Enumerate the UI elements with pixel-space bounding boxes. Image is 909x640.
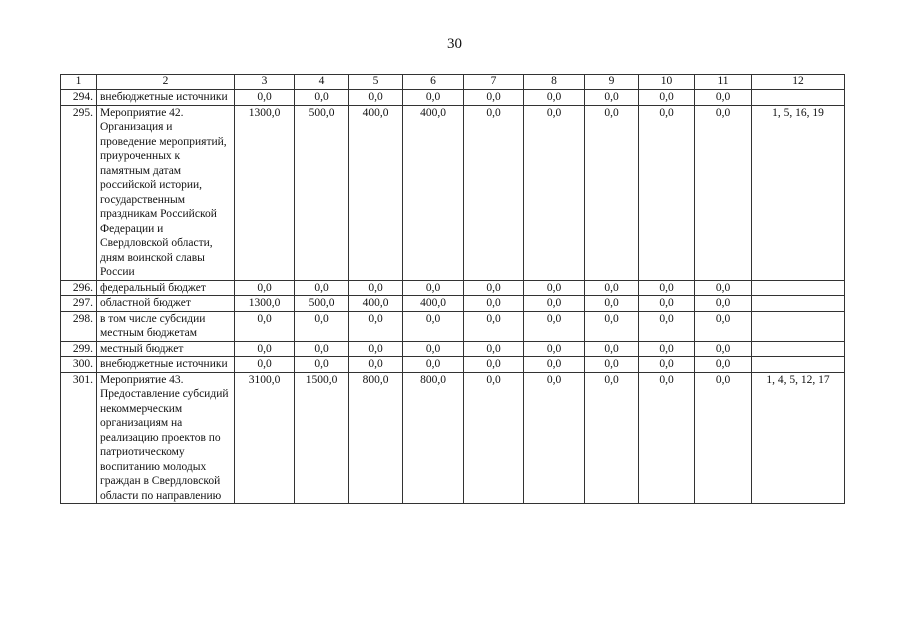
row-target-refs: 1, 5, 16, 19	[752, 105, 845, 280]
row-target-refs	[752, 296, 845, 312]
value-cell: 0,0	[464, 357, 524, 373]
value-cell: 0,0	[639, 105, 695, 280]
value-cell: 1500,0	[295, 372, 349, 504]
value-cell: 0,0	[464, 372, 524, 504]
value-cell: 0,0	[585, 341, 639, 357]
value-cell: 0,0	[403, 280, 464, 296]
value-cell: 0,0	[295, 357, 349, 373]
column-header: 8	[524, 75, 585, 90]
table-row	[61, 372, 845, 504]
value-cell: 0,0	[524, 341, 585, 357]
value-cell: 500,0	[295, 296, 349, 312]
budget-table	[60, 74, 845, 504]
value-cell: 0,0	[639, 280, 695, 296]
value-cell: 0,0	[585, 280, 639, 296]
value-cell: 0,0	[524, 372, 585, 504]
value-cell: 0,0	[464, 280, 524, 296]
value-cell: 500,0	[295, 105, 349, 280]
value-cell: 0,0	[695, 280, 752, 296]
column-header: 7	[464, 75, 524, 90]
row-description: в том числе субсидии местным бюджетам	[97, 311, 235, 341]
value-cell: 0,0	[639, 311, 695, 341]
value-cell: 3100,0	[235, 372, 295, 504]
row-target-refs	[752, 311, 845, 341]
table-row	[61, 105, 845, 280]
value-cell: 0,0	[585, 372, 639, 504]
row-number: 300.	[61, 357, 97, 373]
value-cell: 0,0	[235, 311, 295, 341]
column-header: 6	[403, 75, 464, 90]
column-header: 11	[695, 75, 752, 90]
value-cell: 800,0	[403, 372, 464, 504]
value-cell: 0,0	[639, 90, 695, 106]
value-cell: 400,0	[349, 105, 403, 280]
value-cell: 0,0	[695, 372, 752, 504]
value-cell: 0,0	[524, 296, 585, 312]
value-cell: 0,0	[349, 311, 403, 341]
value-cell: 0,0	[639, 372, 695, 504]
row-description: областной бюджет	[97, 296, 235, 312]
value-cell: 0,0	[403, 311, 464, 341]
value-cell: 0,0	[464, 296, 524, 312]
table-row	[61, 311, 845, 341]
page-number: 30	[447, 36, 462, 52]
row-number: 301.	[61, 372, 97, 504]
column-header: 12	[752, 75, 845, 90]
row-description: местный бюджет	[97, 341, 235, 357]
value-cell: 0,0	[524, 280, 585, 296]
value-cell: 0,0	[349, 341, 403, 357]
value-cell: 0,0	[695, 90, 752, 106]
column-header: 9	[585, 75, 639, 90]
value-cell: 0,0	[464, 341, 524, 357]
column-header: 10	[639, 75, 695, 90]
row-description: внебюджетные источники	[97, 90, 235, 106]
value-cell: 0,0	[524, 311, 585, 341]
row-target-refs	[752, 357, 845, 373]
value-cell: 0,0	[524, 357, 585, 373]
header-row	[61, 75, 845, 90]
row-number: 297.	[61, 296, 97, 312]
value-cell: 0,0	[295, 90, 349, 106]
value-cell: 0,0	[585, 311, 639, 341]
table-row	[61, 90, 845, 106]
value-cell: 0,0	[464, 90, 524, 106]
value-cell: 0,0	[695, 311, 752, 341]
column-header: 4	[295, 75, 349, 90]
table-row	[61, 296, 845, 312]
value-cell: 400,0	[403, 296, 464, 312]
value-cell: 0,0	[585, 357, 639, 373]
value-cell: 400,0	[349, 296, 403, 312]
row-target-refs	[752, 280, 845, 296]
row-number: 296.	[61, 280, 97, 296]
row-number: 298.	[61, 311, 97, 341]
column-header: 3	[235, 75, 295, 90]
row-number: 299.	[61, 341, 97, 357]
value-cell: 0,0	[349, 90, 403, 106]
value-cell: 0,0	[639, 357, 695, 373]
value-cell: 0,0	[524, 105, 585, 280]
value-cell: 0,0	[585, 105, 639, 280]
value-cell: 400,0	[403, 105, 464, 280]
value-cell: 0,0	[639, 296, 695, 312]
value-cell: 0,0	[295, 280, 349, 296]
value-cell: 0,0	[585, 296, 639, 312]
value-cell: 0,0	[403, 357, 464, 373]
value-cell: 0,0	[524, 90, 585, 106]
column-header: 2	[97, 75, 235, 90]
row-description: внебюджетные источники	[97, 357, 235, 373]
value-cell: 800,0	[349, 372, 403, 504]
value-cell: 0,0	[235, 341, 295, 357]
value-cell: 0,0	[464, 105, 524, 280]
value-cell: 0,0	[695, 105, 752, 280]
table-row	[61, 341, 845, 357]
column-header: 1	[61, 75, 97, 90]
value-cell: 1300,0	[235, 296, 295, 312]
column-header: 5	[349, 75, 403, 90]
value-cell: 0,0	[295, 341, 349, 357]
value-cell: 0,0	[585, 90, 639, 106]
row-number: 295.	[61, 105, 97, 280]
row-number: 294.	[61, 90, 97, 106]
value-cell: 0,0	[295, 311, 349, 341]
row-target-refs: 1, 4, 5, 12, 17	[752, 372, 845, 504]
value-cell: 0,0	[235, 90, 295, 106]
value-cell: 0,0	[403, 90, 464, 106]
value-cell: 0,0	[235, 280, 295, 296]
value-cell: 1300,0	[235, 105, 295, 280]
table-row	[61, 280, 845, 296]
value-cell: 0,0	[639, 341, 695, 357]
value-cell: 0,0	[235, 357, 295, 373]
value-cell: 0,0	[464, 311, 524, 341]
row-target-refs	[752, 90, 845, 106]
value-cell: 0,0	[403, 341, 464, 357]
value-cell: 0,0	[695, 296, 752, 312]
row-description: федеральный бюджет	[97, 280, 235, 296]
value-cell: 0,0	[349, 280, 403, 296]
row-description: Мероприятие 42. Организация и проведение мероприятий, приуроченных к памятным датам российской истории, государственным праздникам Российской Федерации и Свердловской области, дням воинской славы России	[97, 105, 235, 280]
table-row	[61, 357, 845, 373]
row-target-refs	[752, 341, 845, 357]
row-description: Мероприятие 43. Предоставление субсидий некоммерческим организациям на реализацию проектов по патриотическому воспитанию молодых граждан в Свердловской области по направлению	[97, 372, 235, 504]
value-cell: 0,0	[695, 341, 752, 357]
value-cell: 0,0	[695, 357, 752, 373]
value-cell: 0,0	[349, 357, 403, 373]
